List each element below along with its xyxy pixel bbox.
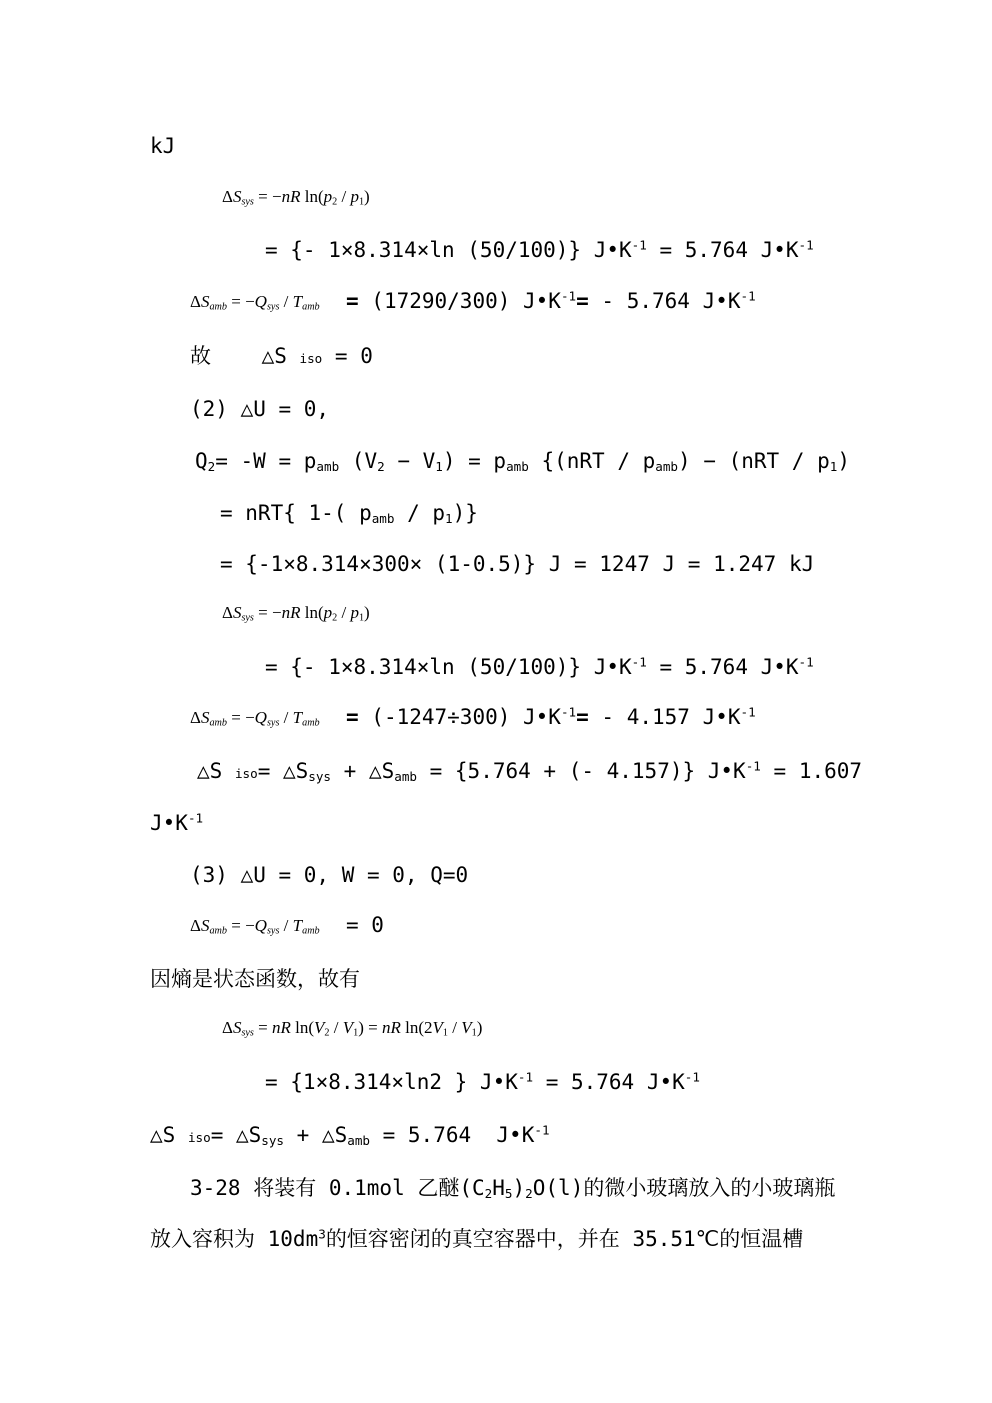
equation-line-q2: $Q_2= -W = p_{amb}$ $(V_2 - V_1) = p_{amb}$ {$(nRT / p_{amb}) - (nRT / p_1)$ [195, 449, 850, 475]
equation-line-amb-zero: = 0 [346, 913, 384, 937]
equation-line-iso-total: △S $iso= \triangle S_{sys}$ + $\triangle S_{amb} = \{5.764$ + (- 4.157)} $J•K^{-1} = 1.607$ [197, 758, 863, 785]
equation-line-nrt: = nRT{ 1-( $p_{amb} / p_1$)} [220, 501, 478, 527]
text-line-case-3: (3) △U = 0, W = 0, Q=0 [190, 863, 469, 887]
equation-line-amb-value: = (17290/300) $J•K^{-1}= - 5.764$ $J•K^{-1}$ [346, 288, 756, 313]
problem-3-28-line-2: 放入容积为 $10dm^3$的恒容密闭的真空容器中，并在 35.51℃的恒温槽 [150, 1226, 804, 1251]
formula-entropy-sys: $\Delta S_{sys} = -nR$ $\ln(p_2 / p_1)$ [222, 187, 370, 208]
formula-entropy-sys-2: $\Delta S_{sys} = -nR$ $\ln(p_2 / p_1)$ [222, 603, 370, 624]
formula-entropy-sys-volume: $\Delta S_{sys}$ = nR $\ln(V_2 / V_1)$ = nR $\ln(2V_1 / V_1)$ [222, 1018, 483, 1039]
text-line-kj: kJ [150, 134, 176, 158]
formula-entropy-amb-3: $\Delta S_{amb} = -Q_{sys} / T_{amb}$ [190, 916, 320, 937]
text-line-state-function: 因熵是状态函数，故有 [150, 967, 360, 991]
equation-line-sys-value-2: = {- 1×8.314×ln (50/100)} $J•K^{-1} = 5.764$ $J•K^{-1}$ [265, 654, 814, 679]
formula-entropy-amb-2: $\Delta S_{amb} = -Q_{sys} / T_{amb}$ [190, 708, 320, 729]
equation-line-ln2: = {1×8.314×ln2 } $J•K^{-1} = 5.764$ $J•K^{-1}$ [265, 1069, 700, 1094]
text-line-unit: $J•K^{-1}$ [150, 810, 204, 835]
equation-line-sys-value: = {- 1×8.314×ln (50/100)} $J•K^{-1} = 5.764$ $J•K^{-1}$ [265, 237, 814, 262]
equation-line-amb-value-2: = (-1247÷300) $J•K^{-1}= - 4.157$ $J•K^{-1}$ [346, 704, 756, 729]
equation-line-iso-3: △S $iso= \triangle S_{sys}$ + $\triangle S_{amb} = 5.764$ $J•K^{-1}$ [150, 1122, 550, 1149]
problem-3-28-line-1: 3-28 将装有 0.1mol 乙醚$(C_2H_5)_2O(l)$的微小玻璃放入的小玻璃瓶 [190, 1176, 836, 1202]
text-line-therefore: 故 △S iso = 0 [190, 344, 373, 368]
equation-line-q2-value: = {-1×8.314×300× (1-0.5)} J = 1247 J = 1.247 kJ [220, 552, 815, 576]
text-line-case-2: (2) △U = 0, [190, 397, 330, 421]
formula-entropy-amb: $\Delta S_{amb} = -Q_{sys} / T_{amb}$ [190, 292, 320, 313]
